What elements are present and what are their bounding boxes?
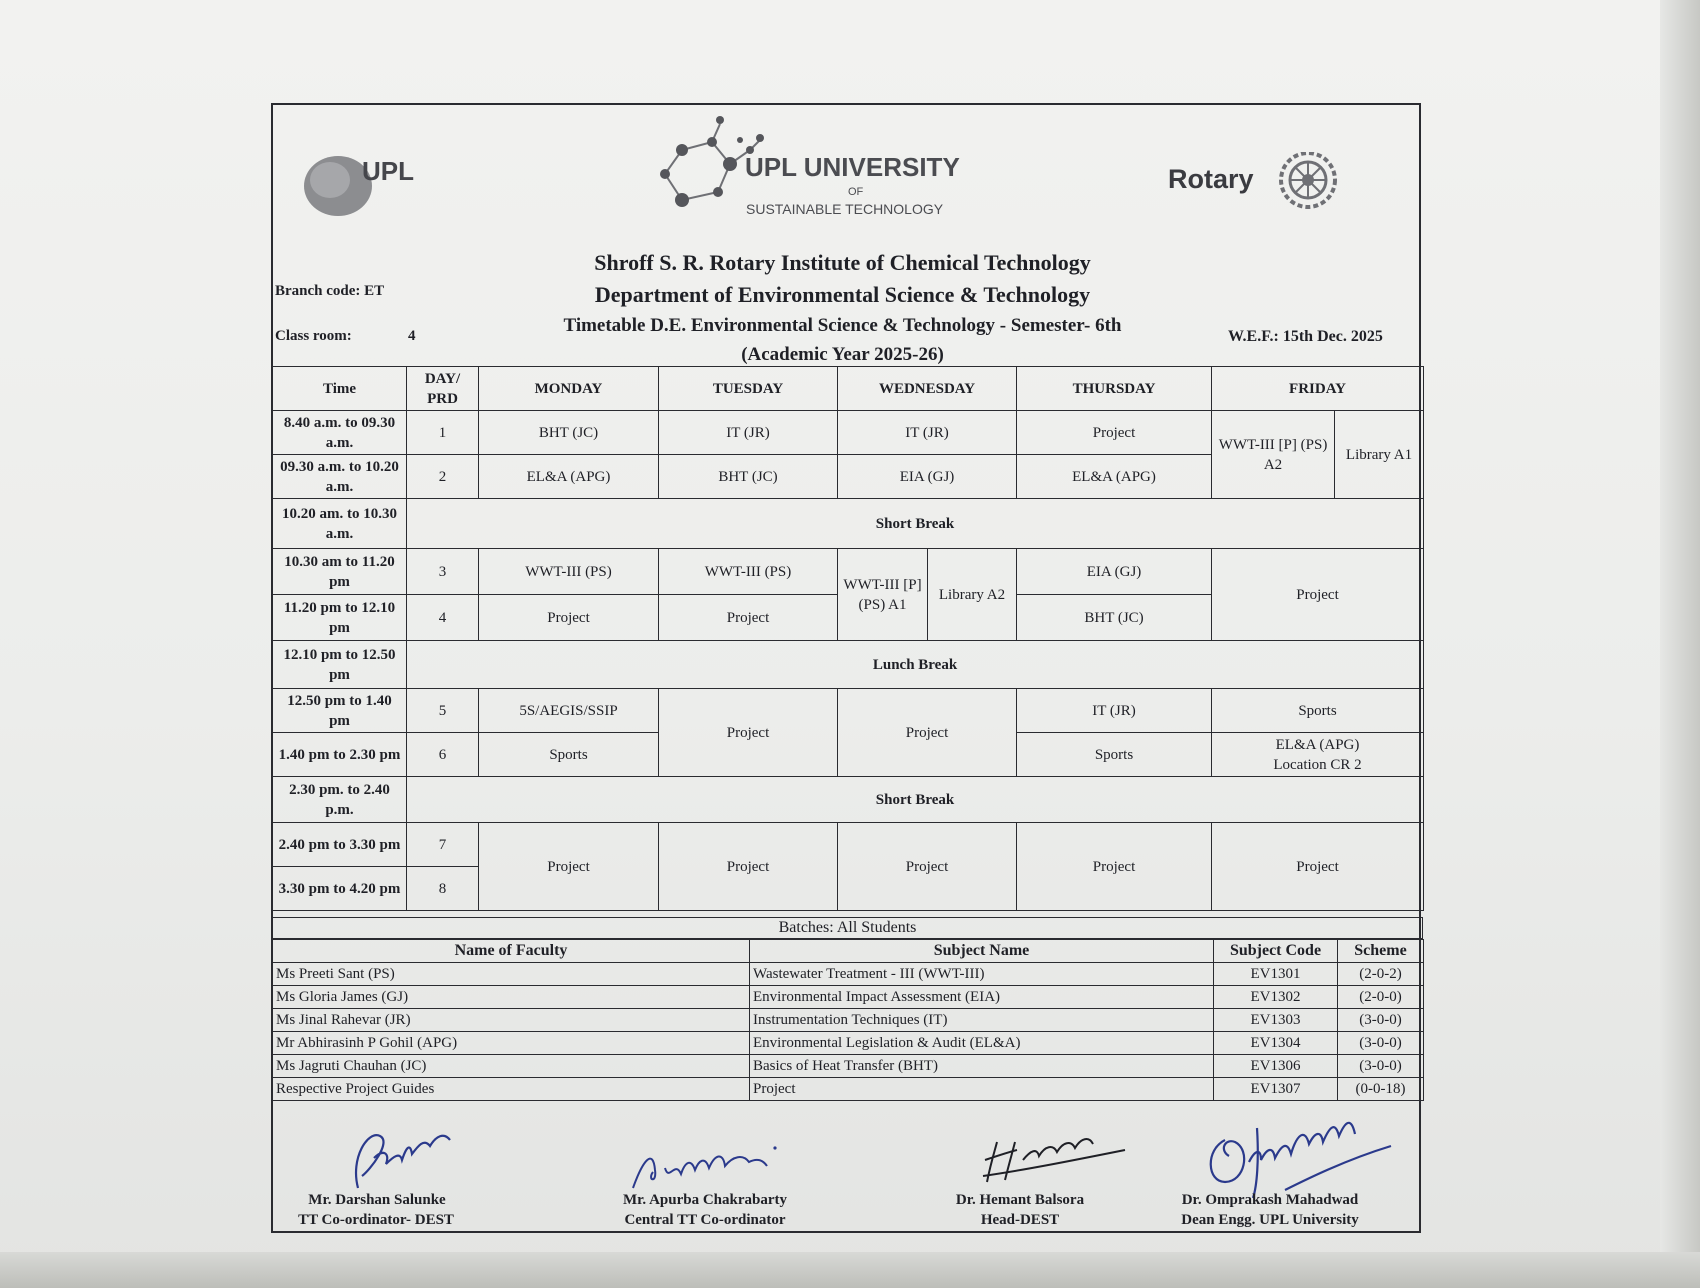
cell-wed-p34-batch-a2: Library A2 [928,549,1017,641]
signatory-role-3: Head-DEST [980,1212,1060,1228]
time-slot: 1.40 pm to 2.30 pm [273,733,407,777]
branch-code: Branch code: ET [275,283,385,299]
period-number: 5 [407,689,479,733]
signatory-name-2: Mr. Apurba Chakrabarty [622,1192,788,1208]
time-slot: 10.20 am. to 10.30 a.m. [273,499,407,549]
university-logo [640,112,980,237]
rotary-logo [1165,152,1345,212]
institute-title: Shroff S. R. Rotary Institute of Chemical Technology [594,250,1091,275]
cell-mon-p6: Sports [479,733,659,777]
cell-fri-p34: Project [1212,549,1424,641]
subject-code: EV1303 [1214,1009,1338,1032]
time-header: Time [273,367,407,411]
cell-thu-p4: BHT (JC) [1017,595,1212,641]
cell-thu-p5: IT (JR) [1017,689,1212,733]
lunch-break-row: Lunch Break [407,641,1424,689]
paper-edge [1660,0,1700,1288]
cell-mon-p3: WWT-III (PS) [479,549,659,595]
subject-header: Subject Name [750,940,1214,963]
time-slot: 3.30 pm to 4.20 pm [273,867,407,911]
batches-note: Batches: All Students [272,917,1423,939]
class-room-value: 4 [408,328,416,344]
cell-fri-p5: Sports [1212,689,1424,733]
university-tagline: SUSTAINABLE TECHNOLOGY [746,201,944,217]
subject-name: Environmental Impact Assessment (EIA) [750,986,1214,1009]
university-of: OF [848,186,864,198]
table-row [273,986,1424,1009]
university-name: UPL UNIVERSITY [745,152,960,182]
time-slot: 8.40 a.m. to 09.30 a.m. [273,411,407,455]
cell-tue-p56: Project [659,689,838,777]
subject-code: EV1304 [1214,1032,1338,1055]
day-period-header: DAY/ PRD [407,367,479,411]
subject-code: EV1307 [1214,1078,1338,1101]
signatory-name-3: Dr. Hemant Balsora [955,1192,1085,1208]
cell-fri-p6-subject: EL&A (APG) [1275,736,1360,753]
faculty-header: Name of Faculty [273,940,750,963]
period-number: 2 [407,455,479,499]
signatory-role-1: TT Co-ordinator- DEST [298,1212,454,1228]
table-row [273,1032,1424,1055]
short-break-row-2: Short Break [407,777,1424,823]
subject-code: EV1302 [1214,986,1338,1009]
cell-tue-p4: Project [659,595,838,641]
timetable-title: Timetable D.E. Environmental Science & Technology - Semester- 6th [563,315,1122,336]
subject-name: Environmental Legislation & Audit (EL&A) [750,1032,1214,1055]
time-slot: 11.20 pm to 12.10 pm [273,595,407,641]
signature-balsora [975,1120,1135,1190]
period-number: 4 [407,595,479,641]
period-number: 3 [407,549,479,595]
cell-mon-p4: Project [479,595,659,641]
upl-logo-text: UPL [362,156,414,186]
cell-fri-p12-batch-a2: WWT-III [P] (PS) A2 [1212,411,1335,499]
signatory-name-1: Mr. Darshan Salunke [308,1192,446,1208]
subject-name: Instrumentation Techniques (IT) [750,1009,1214,1032]
time-slot: 10.30 am to 11.20 pm [273,549,407,595]
cell-wed-p78: Project [838,823,1017,911]
timetable-grid [272,366,1424,911]
time-slot: 12.50 pm to 1.40 pm [273,689,407,733]
tuesday-header: TUESDAY [659,367,838,411]
background-surface [0,1252,1700,1288]
cell-fri-p6 [1212,733,1424,777]
signature-salunke [340,1118,460,1198]
scheme: (0-0-18) [1338,1078,1424,1101]
cell-mon-p5: 5S/AEGIS/SSIP [479,689,659,733]
cell-mon-p1: BHT (JC) [479,411,659,455]
rotary-text: Rotary [1168,164,1254,194]
cell-fri-p12-batch-a1: Library A1 [1335,411,1424,499]
table-row [273,1055,1424,1078]
cell-wed-p34-batch-a1: WWT-III [P] (PS) A1 [838,549,928,641]
cell-fri-p78: Project [1212,823,1424,911]
signature-omprakash [1195,1110,1395,1200]
code-header: Subject Code [1214,940,1338,963]
cell-tue-p2: BHT (JC) [659,455,838,499]
faculty-name: Ms Jinal Rahevar (JR) [273,1009,750,1032]
cell-thu-p3: EIA (GJ) [1017,549,1212,595]
subject-code: EV1301 [1214,963,1338,986]
rotary-wheel-icon [1281,153,1335,207]
scheme: (2-0-0) [1338,986,1424,1009]
subject-code: EV1306 [1214,1055,1338,1078]
period-number: 7 [407,823,479,867]
subject-name: Project [750,1078,1214,1101]
cell-tue-p78: Project [659,823,838,911]
monday-header: MONDAY [479,367,659,411]
wef-date: W.E.F.: 15th Dec. 2025 [1228,328,1383,345]
short-break-row: Short Break [407,499,1424,549]
department-title: Department of Environmental Science & Technology [594,282,1091,307]
faculty-name: Ms Jagruti Chauhan (JC) [273,1055,750,1078]
cell-mon-p78: Project [479,823,659,911]
scheme-header: Scheme [1338,940,1424,963]
faculty-table [272,939,1424,1101]
cell-tue-p1: IT (JR) [659,411,838,455]
cell-wed-p2: EIA (GJ) [838,455,1017,499]
cell-mon-p2: EL&A (APG) [479,455,659,499]
thursday-header: THURSDAY [1017,367,1212,411]
time-slot: 09.30 a.m. to 10.20 a.m. [273,455,407,499]
table-row [273,1078,1424,1101]
upl-logo [300,150,435,220]
time-slot: 2.30 pm. to 2.40 p.m. [273,777,407,823]
wednesday-header: WEDNESDAY [838,367,1017,411]
faculty-name: Mr Abhirasinh P Gohil (APG) [273,1032,750,1055]
time-slot: 2.40 pm to 3.30 pm [273,823,407,867]
faculty-name: Respective Project Guides [273,1078,750,1101]
period-number: 1 [407,411,479,455]
subject-name: Basics of Heat Transfer (BHT) [750,1055,1214,1078]
cell-thu-p2: EL&A (APG) [1017,455,1212,499]
cell-tue-p3: WWT-III (PS) [659,549,838,595]
signatory-name-4: Dr. Omprakash Mahadwad [1181,1192,1359,1208]
scheme: (3-0-0) [1338,1055,1424,1078]
faculty-name: Ms Preeti Sant (PS) [273,963,750,986]
class-room-label: Class room: [275,328,352,344]
scheme: (3-0-0) [1338,1009,1424,1032]
period-number: 8 [407,867,479,911]
table-row [273,963,1424,986]
subject-name: Wastewater Treatment - III (WWT-III) [750,963,1214,986]
cell-thu-p1: Project [1017,411,1212,455]
academic-year: (Academic Year 2025-26) [741,344,944,365]
cell-wed-p1: IT (JR) [838,411,1017,455]
cell-fri-p6-location: Location CR 2 [1273,756,1362,773]
period-number: 6 [407,733,479,777]
time-slot: 12.10 pm to 12.50 pm [273,641,407,689]
table-row [273,1009,1424,1032]
scheme: (3-0-0) [1338,1032,1424,1055]
scheme: (2-0-2) [1338,963,1424,986]
faculty-name: Ms Gloria James (GJ) [273,986,750,1009]
signatory-role-4: Dean Engg. UPL University [1181,1212,1359,1228]
cell-thu-p6: Sports [1017,733,1212,777]
cell-thu-p78: Project [1017,823,1212,911]
cell-wed-p56: Project [838,689,1017,777]
friday-header: FRIDAY [1212,367,1424,411]
signatory-role-2: Central TT Co-ordinator [624,1212,786,1228]
